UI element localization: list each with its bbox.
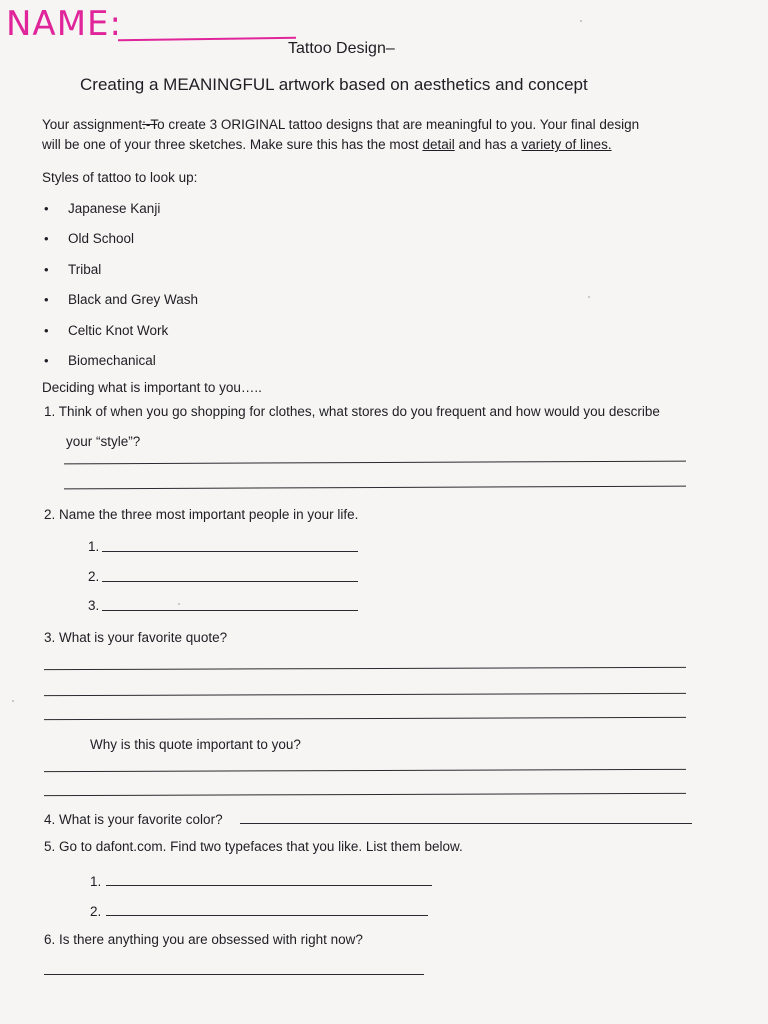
bullet-icon: • [44, 262, 49, 277]
answer-line[interactable] [64, 461, 686, 465]
style-item: Black and Grey Wash [68, 292, 199, 307]
answer-line[interactable] [64, 486, 686, 490]
scan-speck [178, 603, 180, 605]
page-title: Tattoo Design– [288, 40, 395, 57]
bullet-icon: • [44, 231, 49, 246]
assignment-struck-text: :-T [142, 117, 158, 132]
typeface-number: 1. [90, 874, 102, 889]
scan-speck [580, 20, 582, 22]
answer-line[interactable] [44, 667, 686, 670]
question-3: 3. What is your favorite quote? [44, 630, 228, 645]
person-answer-line[interactable] [102, 551, 358, 552]
answer-line[interactable] [44, 693, 686, 696]
answer-line[interactable] [44, 769, 686, 772]
typeface-answer-line[interactable] [106, 915, 428, 916]
question-6: 6. Is there anything you are obsessed with right now? [44, 932, 363, 947]
assignment-variety: variety of lines. [521, 137, 612, 152]
question-3-followup: Why is this quote important to you? [90, 737, 301, 752]
assignment-detail: detail [422, 137, 455, 152]
name-label: NAME: [6, 4, 122, 44]
answer-line[interactable] [44, 717, 686, 720]
person-number: 3. [88, 598, 100, 613]
bullet-icon: • [44, 201, 49, 216]
person-answer-line[interactable] [102, 610, 358, 611]
style-item: Celtic Knot Work [68, 323, 169, 338]
favorite-color-line[interactable] [240, 823, 692, 824]
bullet-icon: • [44, 353, 49, 368]
typeface-answer-line[interactable] [106, 885, 432, 886]
style-item: Japanese Kanji [68, 201, 161, 216]
assignment-line-1 [42, 117, 639, 132]
question-1-line-1: 1. Think of when you go shopping for clothes, what stores do you frequent and how would you describe [44, 404, 660, 419]
answer-line[interactable] [44, 793, 686, 796]
name-field-line [118, 37, 296, 41]
scan-speck [588, 296, 590, 298]
assignment-line-1-rest: o create 3 ORIGINAL tattoo designs that are meaningful to you. Your final design [157, 117, 640, 132]
style-item: Biomechanical [68, 353, 156, 368]
answer-line[interactable] [44, 974, 424, 975]
question-2: 2. Name the three most important people in your life. [44, 507, 359, 522]
assignment-prefix: Your assignment [42, 117, 143, 132]
typeface-number: 2. [90, 904, 102, 919]
assignment-line-2-b: and has a [454, 137, 522, 152]
bullet-icon: • [44, 323, 49, 338]
styles-heading: Styles of tattoo to look up: [42, 170, 198, 185]
style-item: Tribal [68, 262, 102, 277]
question-1-line-2: your “style”? [66, 434, 141, 449]
page-subtitle: Creating a MEANINGFUL artwork based on aesthetics and concept [80, 75, 588, 94]
assignment-line-2-a: will be one of your three sketches. Make sure this has the most [42, 137, 423, 152]
style-item: Old School [68, 231, 135, 246]
person-number: 2. [88, 569, 100, 584]
bullet-icon: • [44, 292, 49, 307]
person-number: 1. [88, 539, 100, 554]
question-4: 4. What is your favorite color? [44, 812, 223, 827]
person-answer-line[interactable] [102, 581, 358, 582]
assignment-line-2 [42, 137, 612, 152]
deciding-heading: Deciding what is important to you….. [42, 380, 262, 395]
scan-speck [12, 700, 14, 702]
question-5: 5. Go to dafont.com. Find two typefaces that you like. List them below. [44, 839, 463, 854]
